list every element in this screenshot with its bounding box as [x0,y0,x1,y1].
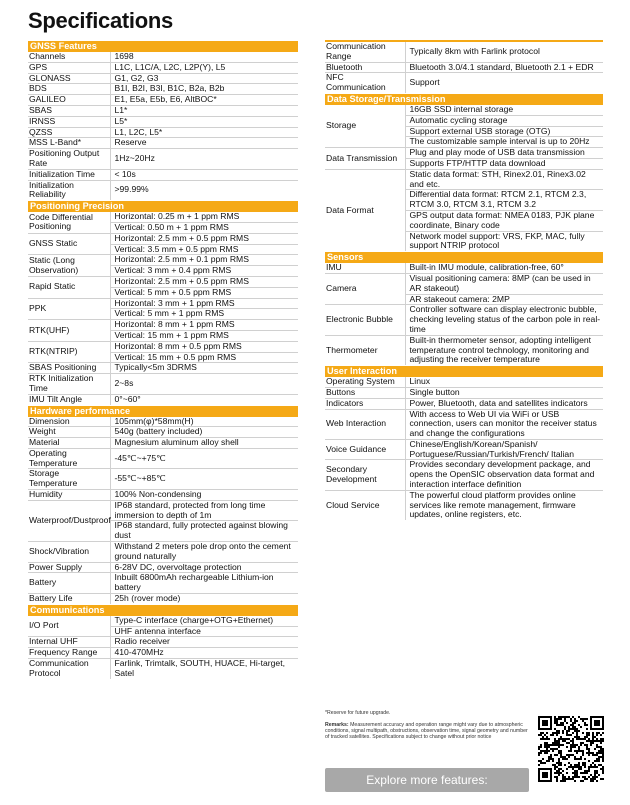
spec-label: Static (Long Observation) [28,255,110,277]
spec-value: IP68 standard, fully protected against blowing dust [110,521,298,542]
spec-row [28,500,298,521]
spec-value: 2~8s [110,374,298,395]
spec-row [28,320,298,331]
spec-row [28,62,298,73]
spec-label: Channels [29,51,66,61]
spec-row [28,363,298,374]
spec-row [325,41,603,62]
spec-value: -55℃~+85℃ [110,469,298,490]
spec-label: Rapid Static [28,276,110,298]
spec-label: Cloud Service [325,490,405,520]
spec-row [28,276,298,287]
spec-label: Buttons [325,387,405,398]
spec-value: Typically 8km with Farlink protocol [405,41,603,62]
spec-value: Horizontal: 2.5 mm + 0.5 ppm RMS [110,276,298,287]
spec-label: PPK [28,298,110,320]
spec-row [325,460,603,490]
spec-label: Initialization Reliability [28,180,110,200]
spec-label: Communication Range [326,41,386,61]
spec-label: GALILEO [28,95,110,106]
spec-row [28,637,298,648]
spec-row [28,573,298,594]
spec-value: With access to Web UI via WiFi or USB connection, users can monitor the receiver status and change the configurations [405,409,603,439]
spec-row [325,273,603,294]
spec-row [28,648,298,659]
spec-row [325,409,603,439]
spec-label: Waterproof/Dustproof [28,500,110,541]
spec-row [28,394,298,404]
gnss-table [28,52,298,200]
spec-label: Data Format [325,169,405,251]
spec-value: Vertical: 3 mm + 0.4 ppm RMS [110,266,298,277]
section-hardware-header: Hardware performance [28,406,298,417]
spec-value: IP68 standard, protected from long time immersion to depth of 1m [110,500,298,521]
spec-row [28,374,298,395]
spec-label: Shock/Vibration [28,542,110,563]
spec-value: < 10s [110,169,298,180]
spec-row [28,180,298,200]
spec-value: Vertical: 5 mm + 0.5 ppm RMS [110,287,298,298]
precision-table [28,212,298,404]
communications-table [28,616,298,679]
spec-value: L5* [110,116,298,127]
footnote: *Reserve for future upgrade. [325,710,391,716]
spec-label: Material [28,438,110,449]
spec-value: E1, E5a, E5b, E6, AltBOC* [110,95,298,106]
spec-label: Thermometer [325,335,405,365]
spec-label: Internal UHF [28,637,110,648]
spec-row [325,263,603,273]
spec-value: Vertical: 15 mm + 1 ppm RMS [110,330,298,341]
spec-value: Radio receiver [110,637,298,648]
spec-value: 0°~60° [110,394,298,404]
spec-value: 105mm(φ)*58mm(H) [110,417,298,427]
spec-label: Data Transmission [325,148,405,170]
spec-row [325,387,603,398]
spec-value: Supports FTP/HTTP data download [405,158,603,169]
spec-row [28,212,298,222]
spec-value: Horizontal: 2.5 mm + 0.5 ppm RMS [110,233,298,244]
spec-value: AR stakeout camera: 2MP [405,294,603,305]
spec-label: Frequency Range [28,648,110,659]
spec-value: Static data format: STH, Rinex2.01, Rinex3.02 and etc. [405,169,603,190]
spec-label: Operating System [326,376,395,387]
spec-row [28,298,298,309]
spec-row [28,438,298,449]
spec-row [28,95,298,106]
spec-value: 410-470MHz [110,648,298,659]
spec-label: BDS [28,84,110,95]
spec-value: Bluetooth 3.0/4.1 standard, Bluetooth 2.1 + EDR [405,62,603,73]
spec-label: Camera [325,273,405,304]
remarks-label: Remarks: [325,722,349,728]
spec-value: Built-in thermometer sensor, adopting intelligent temperature control technology, monitoring and adjusting the receiver temperature [405,335,603,365]
spec-value: >99.99% [110,180,298,200]
spec-row [325,398,603,409]
spec-value: Withstand 2 meters pole drop onto the cement ground naturally [110,542,298,563]
spec-value: L1, L2C, L5* [110,127,298,138]
spec-row [28,149,298,170]
spec-label: Voice Guidance [325,439,405,460]
spec-label: GPS [28,62,110,73]
spec-label: Storage [326,120,357,131]
spec-row [28,417,298,427]
spec-value: Magnesium aluminum alloy shell [110,438,298,449]
spec-value: Chinese/English/Korean/Spanish/ Portuguese/Russian/Turkish/French/ Italian [405,439,603,460]
spec-row [28,448,298,469]
page-title: Specifications [28,8,173,33]
spec-label: SBAS Positioning [28,363,110,374]
spec-value: Provides secondary development package, and opens the OpenSIC observation data format and interaction interface definition [405,460,603,490]
spec-value: 25h (rover mode) [110,594,298,604]
spec-row [28,469,298,490]
spec-row [28,616,298,626]
spec-value: Vertical: 3.5 mm + 0.5 ppm RMS [110,244,298,255]
spec-label: Electronic Bubble [325,305,405,335]
spec-label: RTK(NTRIP) [28,341,110,363]
spec-row [28,594,298,604]
spec-value: Horizontal: 3 mm + 1 ppm RMS [110,298,298,309]
spec-value: 6-28V DC, overvoltage protection [110,562,298,573]
spec-row [325,335,603,365]
section-communications-header: Communications [28,605,298,616]
spec-label: Storage Temperature [28,469,110,490]
spec-label: GLONASS [28,73,110,84]
spec-row [28,255,298,266]
spec-value: 100% Non-condensing [110,490,298,501]
spec-value: 16GB SSD internal storage [405,105,603,115]
spec-value: The customizable sample interval is up to 20Hz [405,137,603,148]
sensors-table [325,263,603,365]
spec-label: IMU [326,262,342,273]
spec-value: -45℃~+75℃ [110,448,298,469]
spec-row [325,490,603,520]
spec-label: Bluetooth [325,62,405,73]
spec-label: Web Interaction [325,409,405,439]
spec-value: Vertical: 0.50 m + 1 ppm RMS [110,222,298,233]
spec-value: Vertical: 5 mm + 1 ppm RMS [110,309,298,320]
spec-label: Operating Temperature [28,448,110,469]
spec-label: Battery [28,573,110,594]
spec-label: Code Differential Positioning [29,211,93,232]
spec-label: QZSS [28,127,110,138]
qr-code[interactable] [538,716,604,792]
spec-value: Reserve [110,138,298,149]
spec-row [325,105,603,115]
spec-row [325,439,603,460]
spec-row [28,105,298,116]
spec-label: RTK Initialization Time [28,374,110,395]
spec-row [325,148,603,159]
spec-value: Built-in IMU module, calibration-free, 60° [405,263,603,273]
spec-row [28,73,298,84]
spec-value: Plug and play mode of USB data transmission [405,148,603,159]
left-column [28,40,298,679]
section-storage-header: Data Storage/Transmission [325,94,603,105]
remarks-text: Measurement accuracy and operation range might vary due to atmospheric conditions, signal multipath, obstructions, observation time, signal geometry and number of tracked satellites. Specifications subject to change without prior notice [325,722,528,741]
spec-label: Battery Life [28,594,110,604]
spec-row [28,427,298,438]
spec-label: Secondary Development [325,460,405,490]
spec-value: Network model support: VRS, FKP, MAC, fully support NTRIP protocol [405,231,603,251]
spec-value: Vertical: 15 mm + 0.5 ppm RMS [110,352,298,363]
spec-row [28,542,298,563]
spec-row [28,116,298,127]
spec-label: Indicators [325,398,405,409]
spec-label: GNSS Static [28,233,110,255]
spec-value: Type-C interface (charge+OTG+Ethernet) [110,616,298,626]
section-precision-header: Positioning Precision [28,201,298,212]
spec-value: L1* [110,105,298,116]
spec-label: MSS L-Band* [28,138,110,149]
section-gnss-header: GNSS Features [28,41,298,52]
spec-row [28,138,298,149]
spec-value: The powerful cloud platform provides online services like remote management, firmware updates, online registers, etc. [405,490,603,520]
spec-value: 540g (battery included) [110,427,298,438]
spec-label: IRNSS [28,116,110,127]
spec-label: Power Supply [28,562,110,573]
explore-more-button[interactable]: Explore more features: [325,768,529,792]
spec-row [325,377,603,387]
spec-value: Linux [405,377,603,387]
spec-row [325,305,603,335]
spec-value: Single button [405,387,603,398]
spec-row [28,341,298,352]
spec-value: Typically<5m 3DRMS [110,363,298,374]
spec-value: L1C, L1C/A, L2C, L2P(Y), L5 [110,62,298,73]
spec-value: Inbuilt 6800mAh rechargeable Lithium-ion battery [110,573,298,594]
user-interaction-table [325,377,603,520]
spec-label: Weight [28,427,110,438]
spec-value: Horizontal: 2.5 mm + 0.1 ppm RMS [110,255,298,266]
spec-value: Farlink, Trimtalk, SOUTH, HUACE, Hi-target, Satel [110,659,298,679]
communications-continued-table [325,40,603,93]
storage-table [325,105,603,251]
spec-row [28,562,298,573]
spec-value: Power, Bluetooth, data and satellites indicators [405,398,603,409]
spec-value: Support [405,73,603,93]
spec-value: Horizontal: 8 mm + 1 ppm RMS [110,320,298,331]
spec-value: 1698 [110,52,298,62]
remarks [325,722,530,741]
spec-label: Humidity [28,490,110,501]
spec-row [28,490,298,501]
right-column [325,40,603,520]
spec-value: Horizontal: 8 mm + 0.5 ppm RMS [110,341,298,352]
spec-row [28,659,298,679]
spec-value: G1, G2, G3 [110,73,298,84]
spec-label: RTK(UHF) [28,320,110,342]
spec-label: Dimension [29,415,70,426]
spec-label: NFC Communication [325,73,405,93]
spec-value: Visual positioning camera: 8MP (can be used in AR stakeout) [405,273,603,294]
spec-value: Controller software can display electronic bubble, checking leveling status of the carbon pole in real-time [405,305,603,335]
spec-label: I/O Port [29,620,59,631]
section-user-interaction-header: User Interaction [325,366,603,377]
spec-label: Positioning Output Rate [28,149,110,170]
spec-row [325,73,603,93]
spec-value: Horizontal: 0.25 m + 1 ppm RMS [110,212,298,222]
section-sensors-header: Sensors [325,252,603,263]
spec-label: Initialization Time [28,169,110,180]
spec-label: Communication Protocol [28,659,110,679]
spec-label: SBAS [28,105,110,116]
spec-value: Automatic cycling storage [405,115,603,126]
spec-value: UHF antenna interface [110,626,298,637]
spec-label: IMU Tilt Angle [28,394,110,404]
spec-value: GPS output data format: NMEA 0183, PJK plane coordinate, Binary code [405,210,603,231]
spec-value: Differential data format: RTCM 2.1, RTCM 2.3, RTCM 3.0, RTCM 3.1, RTCM 3.2 [405,190,603,211]
spec-row [28,84,298,95]
spec-row [28,233,298,244]
spec-row [325,169,603,190]
spec-row [28,169,298,180]
spec-row [28,52,298,62]
spec-value: 1Hz~20Hz [110,149,298,170]
spec-value: B1I, B2I, B3I, B1C, B2a, B2b [110,84,298,95]
spec-row [325,62,603,73]
spec-value: Support external USB storage (OTG) [405,126,603,137]
spec-row [28,127,298,138]
hardware-table [28,417,298,604]
